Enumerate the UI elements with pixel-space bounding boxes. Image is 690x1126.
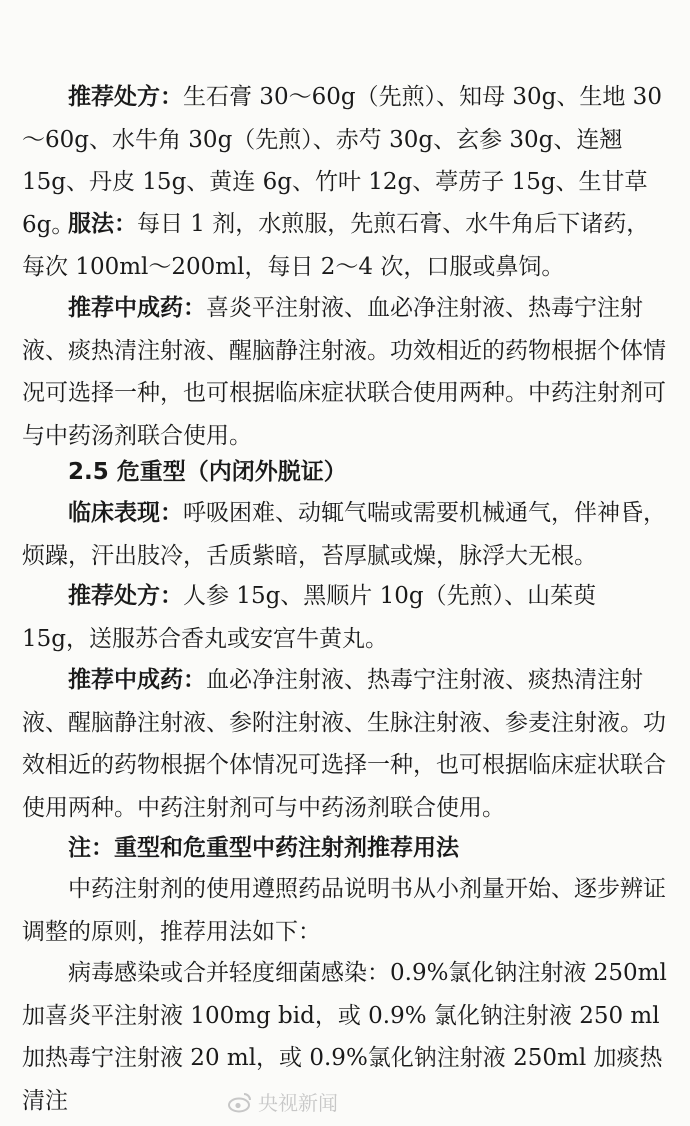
patent-medicine-paragraph (22, 287, 668, 457)
critical-prescription-paragraph (22, 575, 668, 660)
weibo-logo-icon (228, 1091, 252, 1113)
patent-medicine-text: 喜炎平注射液、血必净注射液、热毒宁注射液、痰热清注射液、醒脑静注射液。功效相近的药物根据个体情况可选择一种，也可根据临床症状联合使用两种。中药注射剂可与中药汤剂联合使用。 (22, 295, 666, 449)
clinical-paragraph (22, 492, 668, 577)
patent-medicine-heading: 推荐中成药： (68, 295, 206, 321)
section-title: 2.5 危重型（内闭外脱证） (68, 459, 347, 485)
note-heading (22, 827, 668, 870)
clinical-heading: 临床表现： (68, 500, 183, 526)
critical-prescription-text: 人参 15g、黑顺片 10g（先煎）、山茱萸 15g，送服苏合香丸或安宫牛黄丸。 (22, 583, 597, 652)
critical-prescription-heading: 推荐处方： (68, 583, 183, 609)
prescription-text: 生石膏 30～60g（先煎）、知母 30g、生地 30～60g、水牛角 30g（先煎）、赤芍 30g、玄参 30g、连翘 15g、丹皮 15g、黄连 6g、竹叶 12g、葶苈子 15g、生甘草 6g。 (22, 84, 662, 238)
clinical-text: 呼吸困难、动辄气喘或需要机械通气，伴神昏，烦躁，汗出肢冷，舌质紫暗，苔厚腻或燥，脉浮大无根。 (22, 500, 666, 569)
prescription-heading: 推荐处方： (68, 84, 183, 110)
usage-text: 病毒感染或合并轻度细菌感染：0.9%氯化钠注射液 250ml 加喜炎平注射液 100mg bid，或 0.9% 氯化钠注射液 250 ml 加热毒宁注射液 20 ml，或 0.9%氯化钠注射液 250ml 加痰热清注 (22, 960, 667, 1114)
dosage-text: 每日 1 剂，水煎服，先煎石膏、水牛角后下诸药，每次 100ml～200ml，每日 2～4 次，口服或鼻饲。 (22, 211, 650, 280)
watermark (228, 1087, 338, 1116)
critical-patent-paragraph (22, 659, 668, 829)
injection-principle-paragraph (22, 868, 668, 953)
injection-principle-text: 中药注射剂的使用遵照药品说明书从小剂量开始、逐步辨证调整的原则，推荐用法如下： (22, 876, 666, 945)
note-title: 注：重型和危重型中药注射剂推荐用法 (68, 835, 459, 861)
dosage-heading: 服法： (68, 211, 137, 237)
critical-patent-heading: 推荐中成药： (68, 667, 206, 693)
watermark-text: 央视新闻 (258, 1091, 338, 1115)
critical-patent-text: 血必净注射液、热毒宁注射液、痰热清注射液、醒脑静注射液、参附注射液、生脉注射液、参麦注射液。功效相近的药物根据个体情况可选择一种，也可根据临床症状联合使用两种。中药注射剂可与中药汤剂联合使用。 (22, 667, 666, 821)
section-heading (22, 451, 668, 494)
dosage-paragraph (22, 203, 668, 288)
usage-paragraph (22, 952, 668, 1122)
